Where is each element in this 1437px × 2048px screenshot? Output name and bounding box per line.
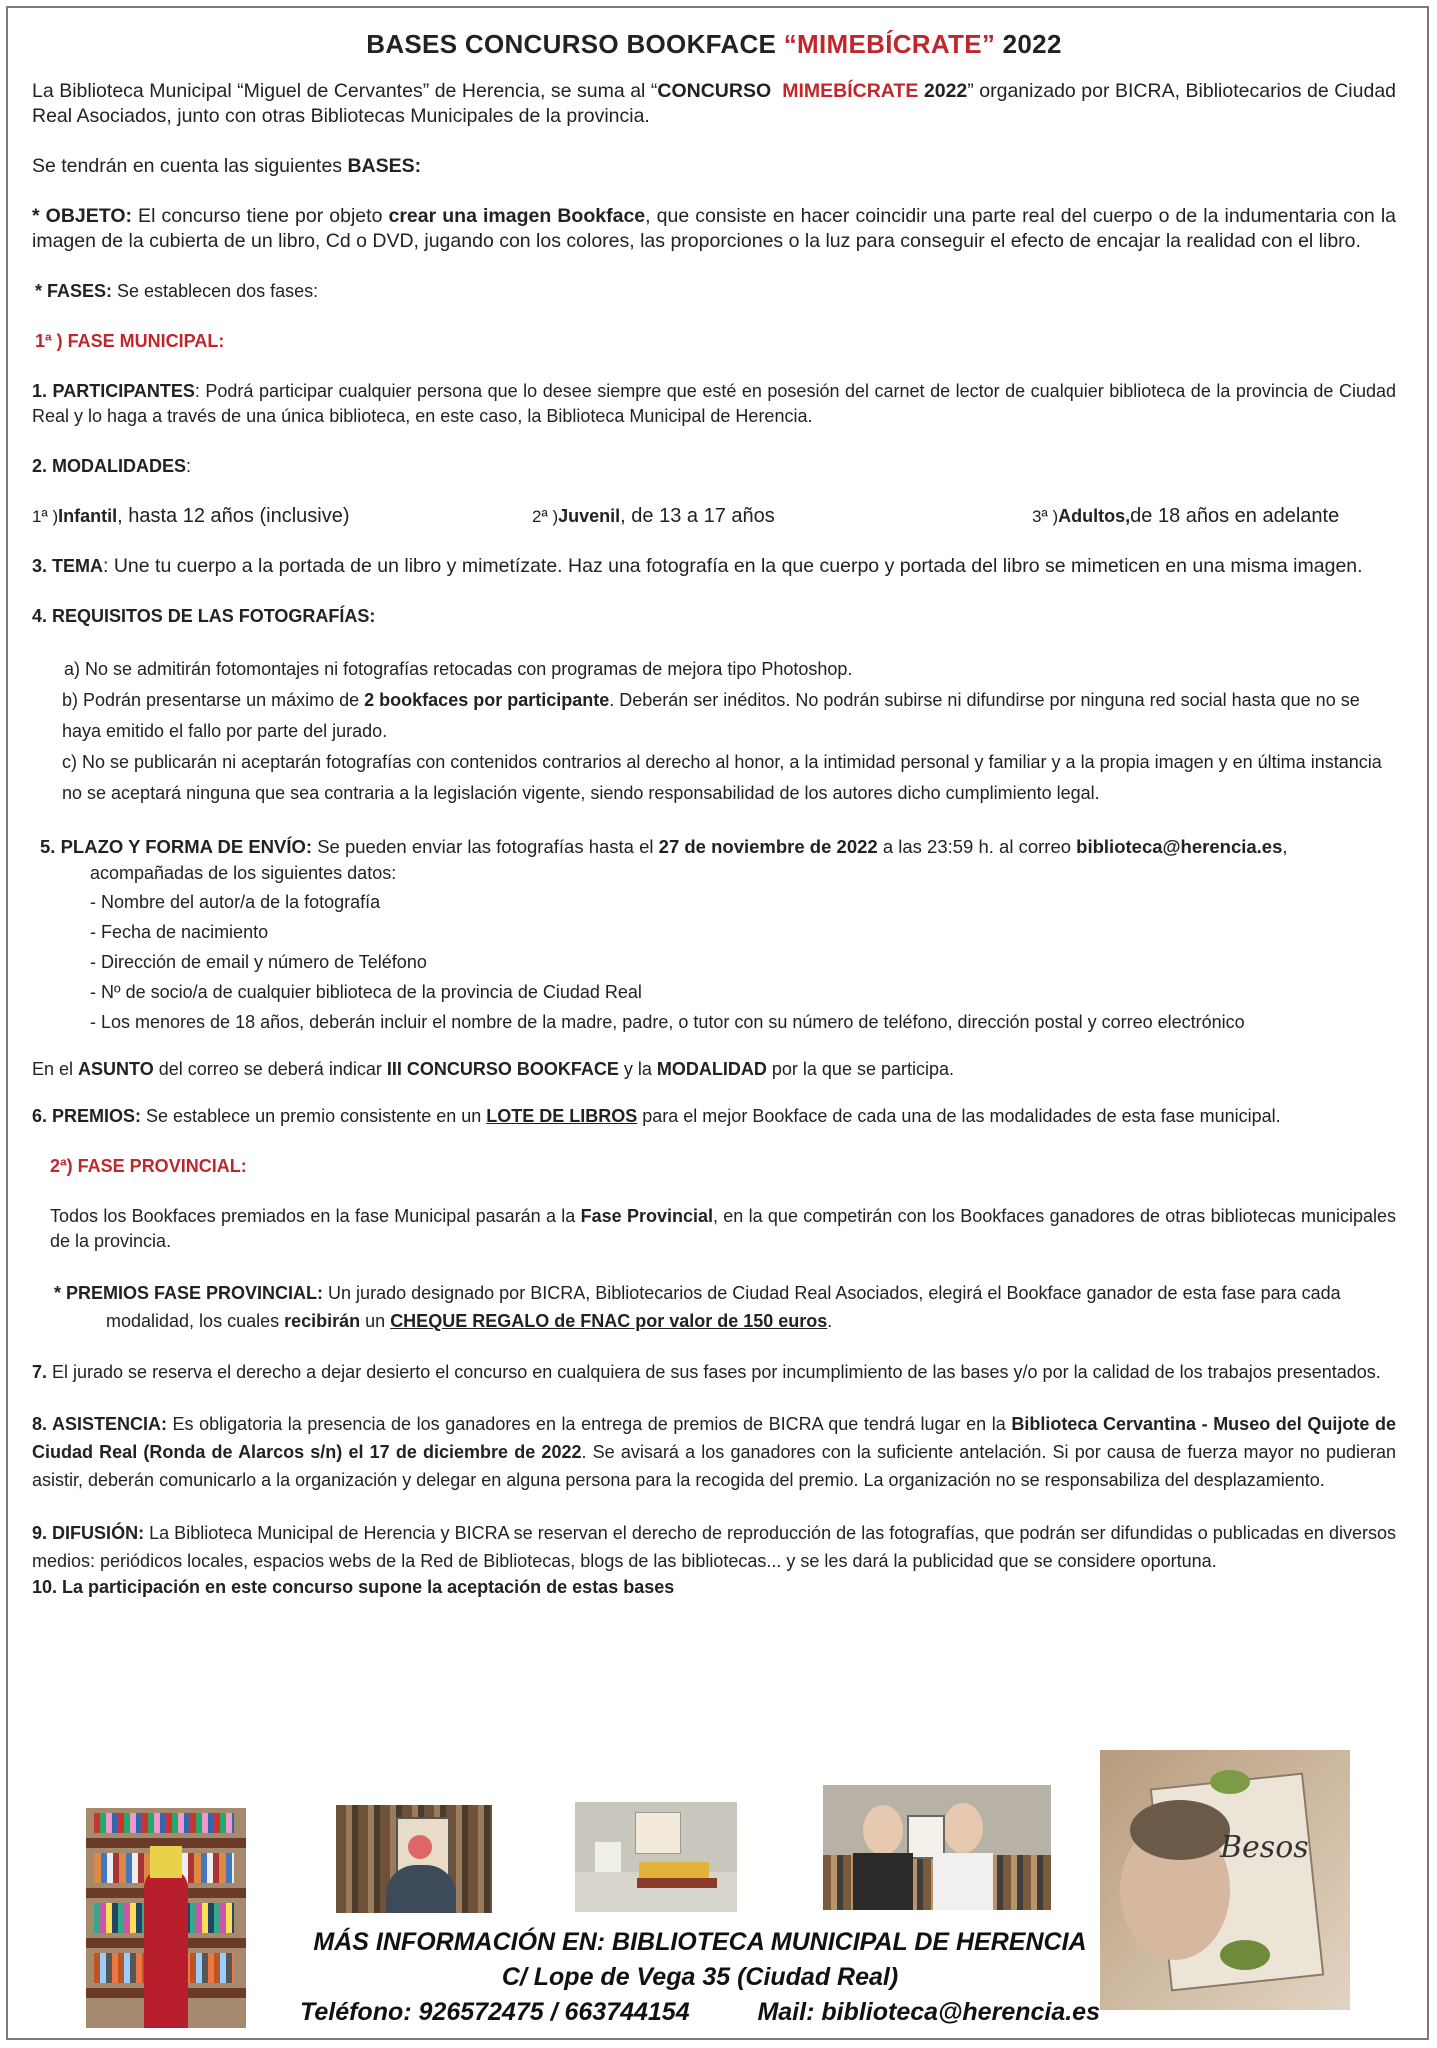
modalidad-adultos: 3ª )Adultos,de 18 años en adelante [1032,505,1340,527]
modalidades-heading: 2. MODALIDADES: [32,456,192,476]
fase-provincial-heading: 2ª) FASE PROVINCIAL: [50,1156,247,1176]
requisito-b: b) Podrán presentarse un máximo de 2 bookfaces por participante. Deberán ser inéditos. No podrán subirse ni difundirse por ninguna red social hasta que no se haya emitido el fallo por parte del jurado. [62,690,1360,741]
footer-contact-row [300,1995,1100,2030]
title-year: 2022 [995,29,1062,59]
plazo-paragraph: 5. PLAZO Y FORMA DE ENVÍO: Se pueden enviar las fotografías hasta el 27 de noviembre de 2022 a las 23:59 h. al correo biblioteca@herencia.es, [40,836,1288,857]
requisitos-heading: 4. REQUISITOS DE LAS FOTOGRAFÍAS: [32,606,376,626]
modalidad-juvenil: 2ª )Juvenil, de 13 a 17 años [532,505,775,527]
photo-bookface-3 [575,1802,737,1912]
difusion-paragraph: 9. DIFUSIÓN: La Biblioteca Municipal de Herencia y BICRA se reservan el derecho de reproducción de las fotografías, que podrán ser difundidas o publicadas en diversos medios: periódicos locales, espacios webs de la Red de Bibliotecas, blogs de las bibliotecas... y se les dará la publicidad que se considere oportuna. [32,1523,1396,1571]
asunto-line: En el ASUNTO del correo se deberá indicar III CONCURSO BOOKFACE y la MODALIDAD por la que se participa. [32,1059,955,1079]
page-title [32,29,1396,59]
requisito-a: a) No se admitirán fotomontajes ni fotografías retocadas con programas de mejora tipo Photoshop. [64,659,853,679]
photo-library-shelves [86,1808,246,2028]
jurado-paragraph: 7. El jurado se reserva el derecho a dejar desierto el concurso en cualquiera de sus fases por incumplimiento de las bases y/o por la calidad de los trabajos presentados. [32,1362,1381,1382]
requisito-c: c) No se publicarán ni aceptarán fotografías con contenidos contrarios al derecho al honor, a la intimidad personal y familiar y a la propia imagen y en última instancia no se aceptará ninguna que sea contraria a la legislación vigente, siendo responsabilidad de los autores dicho cumplimiento legal. [62,752,1382,803]
footer-contact [300,1925,1100,2030]
book-title-art: Besos [1220,1830,1309,1865]
photo-bookface-2 [336,1805,492,1913]
provincial-paragraph: Todos los Bookfaces premiados en la fase Municipal pasarán a la Fase Provincial, en la que competirán con los Bookfaces ganadores de otras bibliotecas municipales de la provincia. [50,1206,1396,1251]
premios-line: 6. PREMIOS: Se establece un premio consistente en un LOTE DE LIBROS para el mejor Bookface de cada una de las modalidades de esta fase municipal. [32,1106,1281,1126]
modalidad-infantil: 1ª )Infantil, hasta 12 años (inclusive) [32,505,350,527]
aceptacion-line: 10. La participación en este concurso supone la aceptación de estas bases [32,1577,675,1597]
footer-phone: Teléfono: 926572475 / 663744154 [300,1998,690,2026]
bases-line: Se tendrán en cuenta las siguientes BASES: [32,155,422,177]
modalidades-row [32,504,1396,529]
photo-bookface-4 [823,1785,1051,1910]
list-item: - Nº de socio/a de cualquier biblioteca de la provincia de Ciudad Real [90,982,642,1002]
list-item: - Dirección de email y número de Teléfono [90,952,427,972]
title-highlight: “MIMEBÍCRATE” [783,29,996,59]
fases-line: * FASES: Se establecen dos fases: [35,281,319,301]
tema-paragraph: 3. TEMA: Une tu cuerpo a la portada de un libro y mimetízate. Haz una fotografía en la que cuerpo y portada del libro se mimeticen en una misma imagen. [32,555,1363,577]
intro-paragraph: La Biblioteca Municipal “Miguel de Cervantes” de Herencia, se suma al “CONCURSO MIMEBÍCRATE 2022” organizado por BICRA, Bibliotecarios de Ciudad Real Asociados, junto con otras Bibliotecas Municipales de la provincia. [32,80,1397,127]
photo-bookface-besos [1100,1750,1350,2010]
asistencia-paragraph: 8. ASISTENCIA: Es obligatoria la presencia de los ganadores en la entrega de premios de BICRA que tendrá lugar en la Biblioteca Cervantina - Museo del Quijote de Ciudad Real (Ronda de Alarcos s/n) el 17 de diciembre de 2022. Se avisará a los ganadores con la suficiente antelación. Si por causa de fuerza mayor no pudieran asistir, deberán comunicarlo a la organización y delegar en alguna persona para la recogida del premio. La organización no se responsabiliza del desplazamiento. [32,1414,1396,1490]
participantes-paragraph: 1. PARTICIPANTES: Podrá participar cualquier persona que lo desee siempre que esté en posesión del carnet de lector de cualquier biblioteca de la provincia de Ciudad Real y lo haga a través de una única biblioteca, en este caso, la Biblioteca Municipal de Herencia. [32,381,1396,426]
premios-provincial-line1: * PREMIOS FASE PROVINCIAL: Un jurado designado por BICRA, Bibliotecarios de Ciudad Real Asociados, elegirá el Bookface ganador de esta fase para cada [54,1283,1341,1303]
footer-info-line: MÁS INFORMACIÓN EN: BIBLIOTECA MUNICIPAL DE HERENCIA [313,1928,1087,1956]
premios-provincial-line2: modalidad, los cuales recibirán un CHEQUE REGALO de FNAC por valor de 150 euros. [106,1311,833,1331]
footer-mail: Mail: biblioteca@herencia.es [757,1998,1100,2026]
footer-address: C/ Lope de Vega 35 (Ciudad Real) [501,1963,899,1991]
list-item: - Nombre del autor/a de la fotografía [90,892,381,912]
list-item: - Fecha de nacimiento [90,922,269,942]
list-item: - Los menores de 18 años, deberán incluir el nombre de la madre, padre, o tutor con su número de teléfono, dirección postal y correo electrónico [90,1012,1245,1032]
requisitos-list [32,654,1396,809]
document-body [32,24,1396,1600]
fase-municipal-heading: 1ª ) FASE MUNICIPAL: [35,331,225,351]
plazo-line2: acompañadas de los siguientes datos: [90,863,397,883]
objeto-paragraph: * OBJETO: El concurso tiene por objeto crear una imagen Bookface, que consiste en hacer coincidir una parte real del cuerpo o de la indumentaria con la imagen de la cubierta de un libro, Cd o DVD, jugando con los colores, las proporciones o la luz para conseguir el efecto de encajar la realidad con el libro. [32,205,1396,252]
title-text: BASES CONCURSO BOOKFACE [366,29,784,59]
datos-list [32,887,1396,1037]
